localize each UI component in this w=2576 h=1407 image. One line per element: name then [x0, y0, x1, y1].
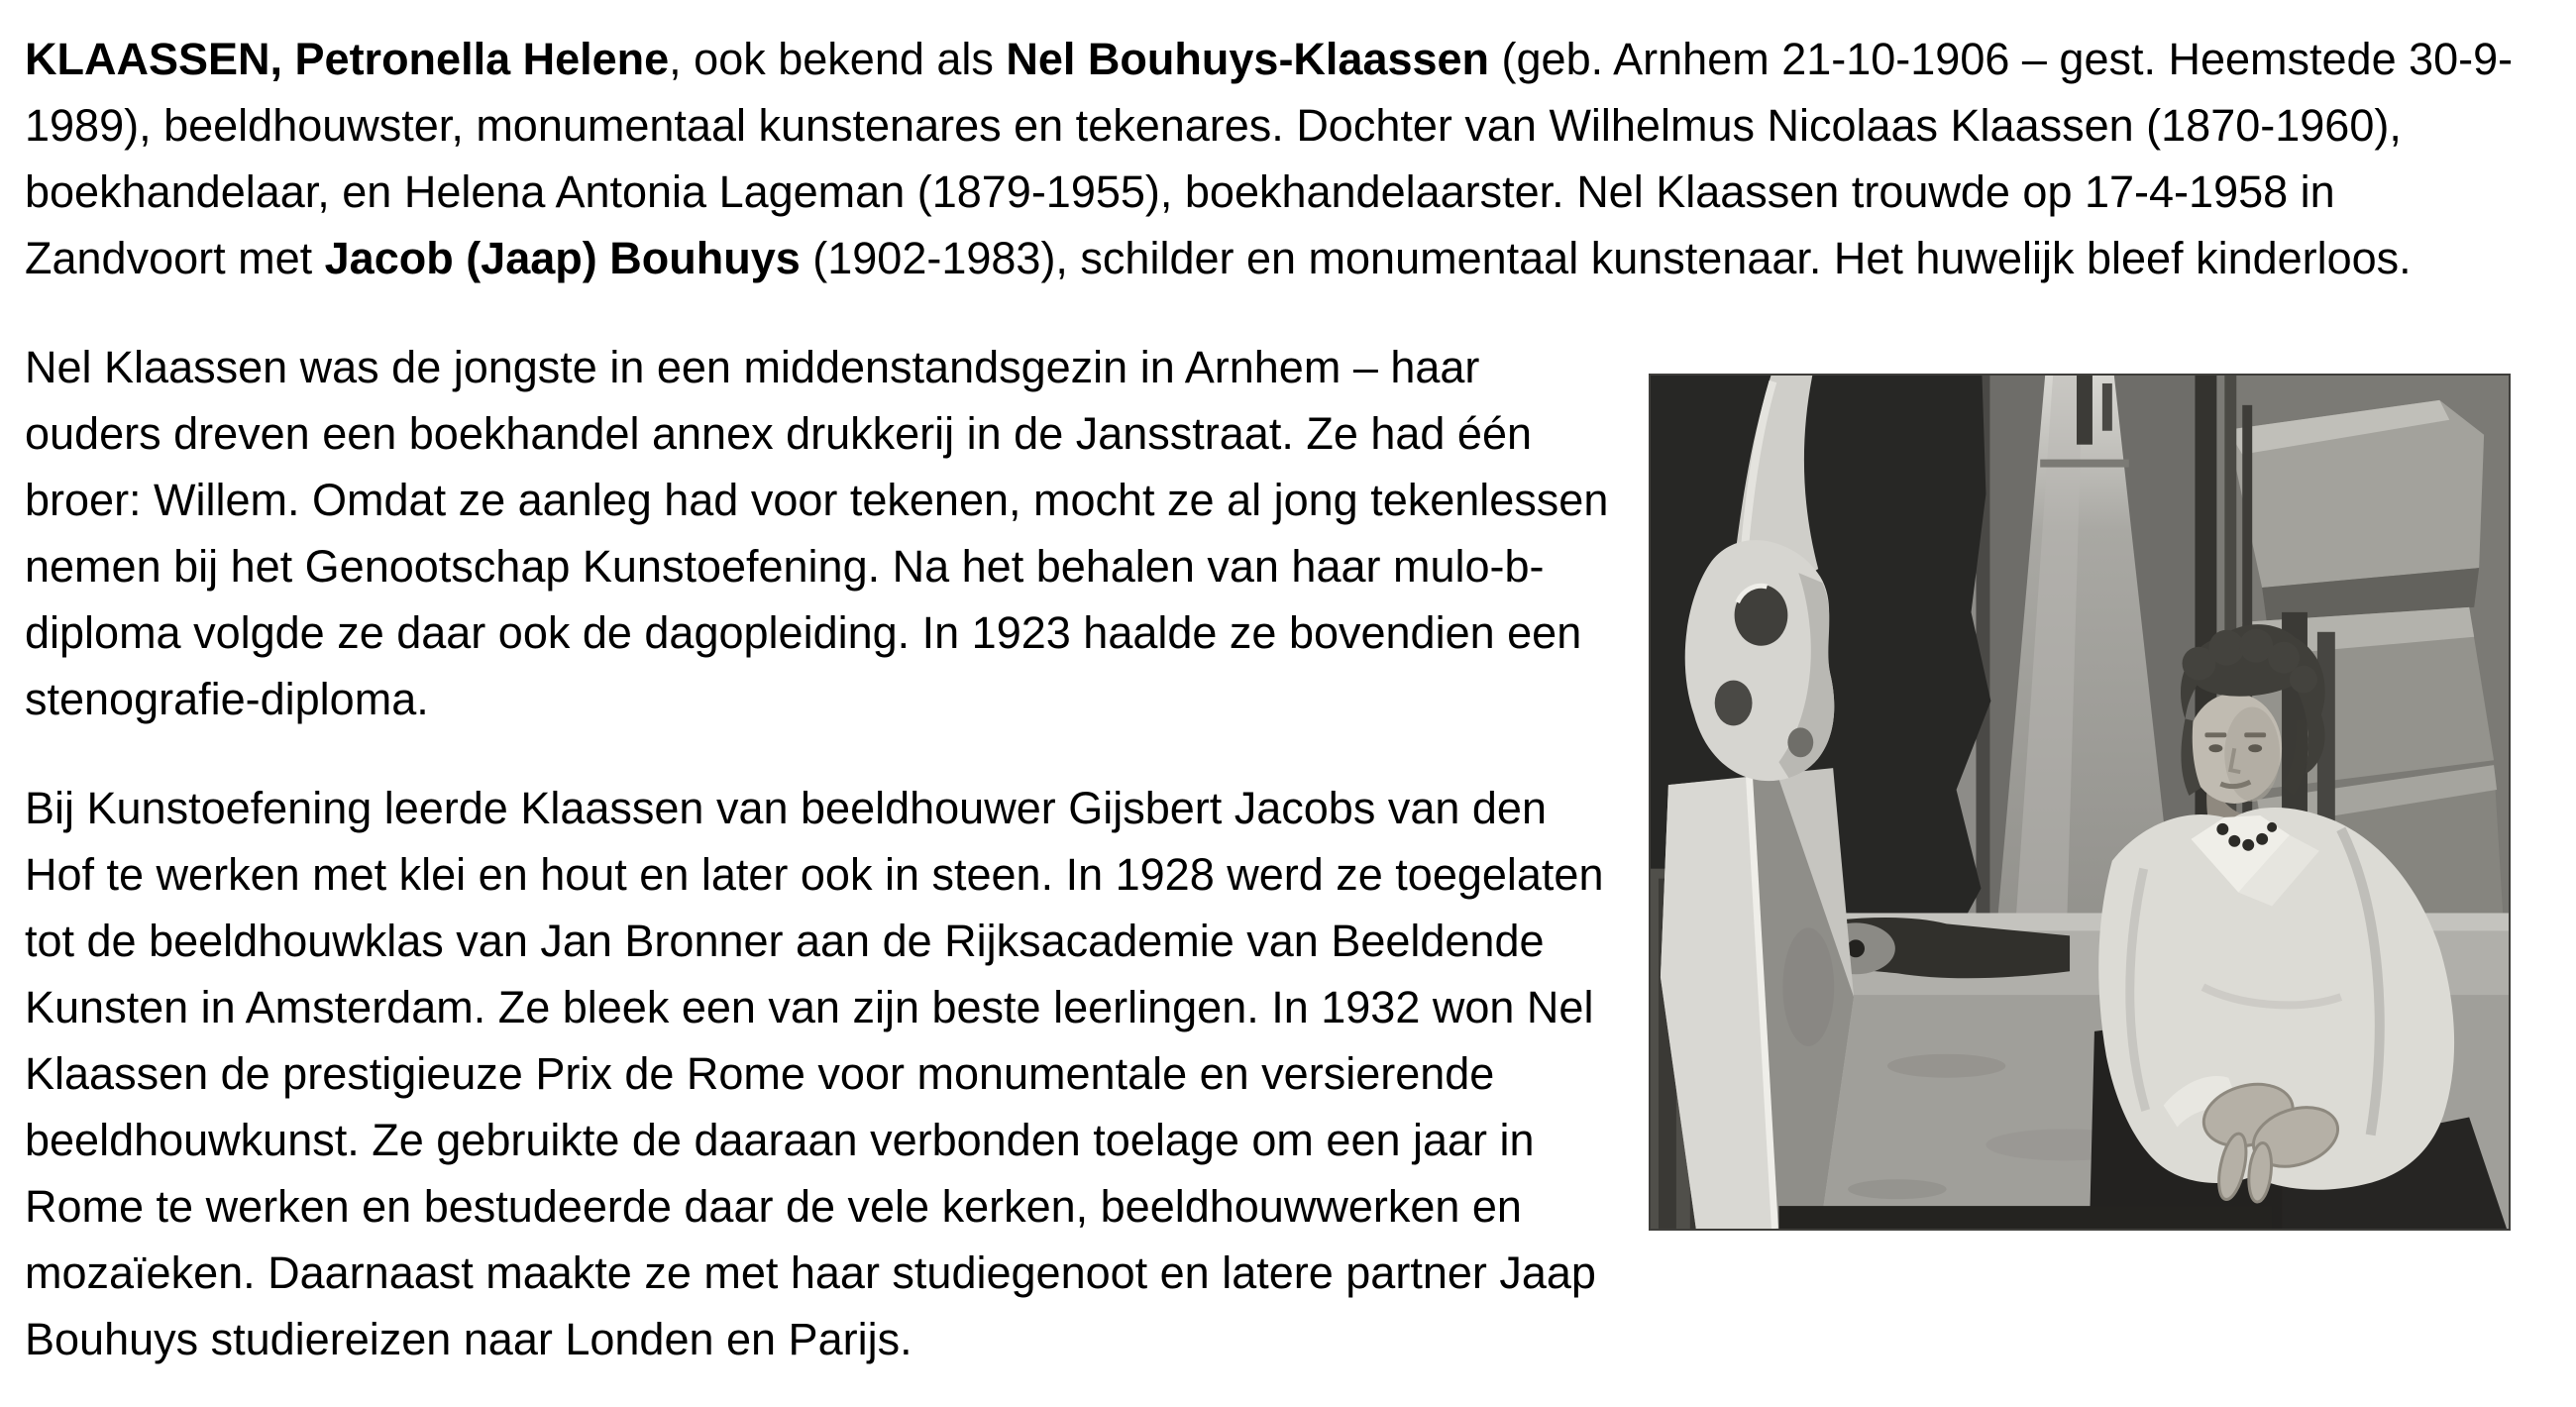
sculpture-hole: [1715, 681, 1753, 726]
portrait-photo: [1649, 374, 2511, 1231]
paragraph-youth: Nel Klaassen was de jongste in een middenstandsgezin in Arnhem – haar ouders dreven een boekhandel annex drukkerij in de Jansstraat. Ze had één broer: Willem. Omdat ze aanleg had voor tekenen, mocht ze al jong tekenlessen nemen bij het Genootschap Kunstoefening. Na het behalen van haar mulo-b-diploma volgde ze daar ook de dagopleiding. In 1923 haalde ze bovendien een stenografie-diploma.: [25, 342, 1609, 724]
paragraph-education: Bij Kunstoefening leerde Klaassen van beeldhouwer Gijsbert Jacobs van den Hof te werken met klei en hout en later ook in steen. In 1928 werd ze toegelaten tot de beeldhouwklas van Jan Bronner aan de Rijksacademie van Beeldende Kunsten in Amsterdam. Ze bleek een van zijn beste leerlingen. In 1932 won Nel Klaassen de prestigieuze Prix de Rome voor monumentale en versierende beeldhouwkunst. Ze gebruikte de daaraan verbonden toelage om een jaar in Rome te werken en bestudeerde daar de vele kerken, beeldhouwwerken en mozaïeken. Daarnaast maakte ze met haar studiegenoot en latere partner Jaap Bouhuys studiereizen naar Londen en Parijs.: [25, 783, 1604, 1364]
paragraph-intro: KLAASSEN, Petronella Helene, ook bekend als Nel Bouhuys-Klaassen (geb. Arnhem 21-10-1906 – gest. Heemstede 30-9-1989), beeldhouwster, monumentaal kunstenares en tekenares. Dochter van Wilhelmus Nicolaas Klaassen (1870-1960), boekhandelaar, en Helena Antonia Lageman (1879-1955), boekhandelaarster. Nel Klaassen trouwde op 17-4-1958 in Zandvoort met Jacob (Jaap) Bouhuys (1902-1983), schilder en monumentaal kunstenaar. Het huwelijk bleef kinderloos.: [25, 34, 2514, 283]
bottom-shadow: [1778, 1206, 2272, 1229]
photo-illustration: [1651, 376, 2509, 1229]
